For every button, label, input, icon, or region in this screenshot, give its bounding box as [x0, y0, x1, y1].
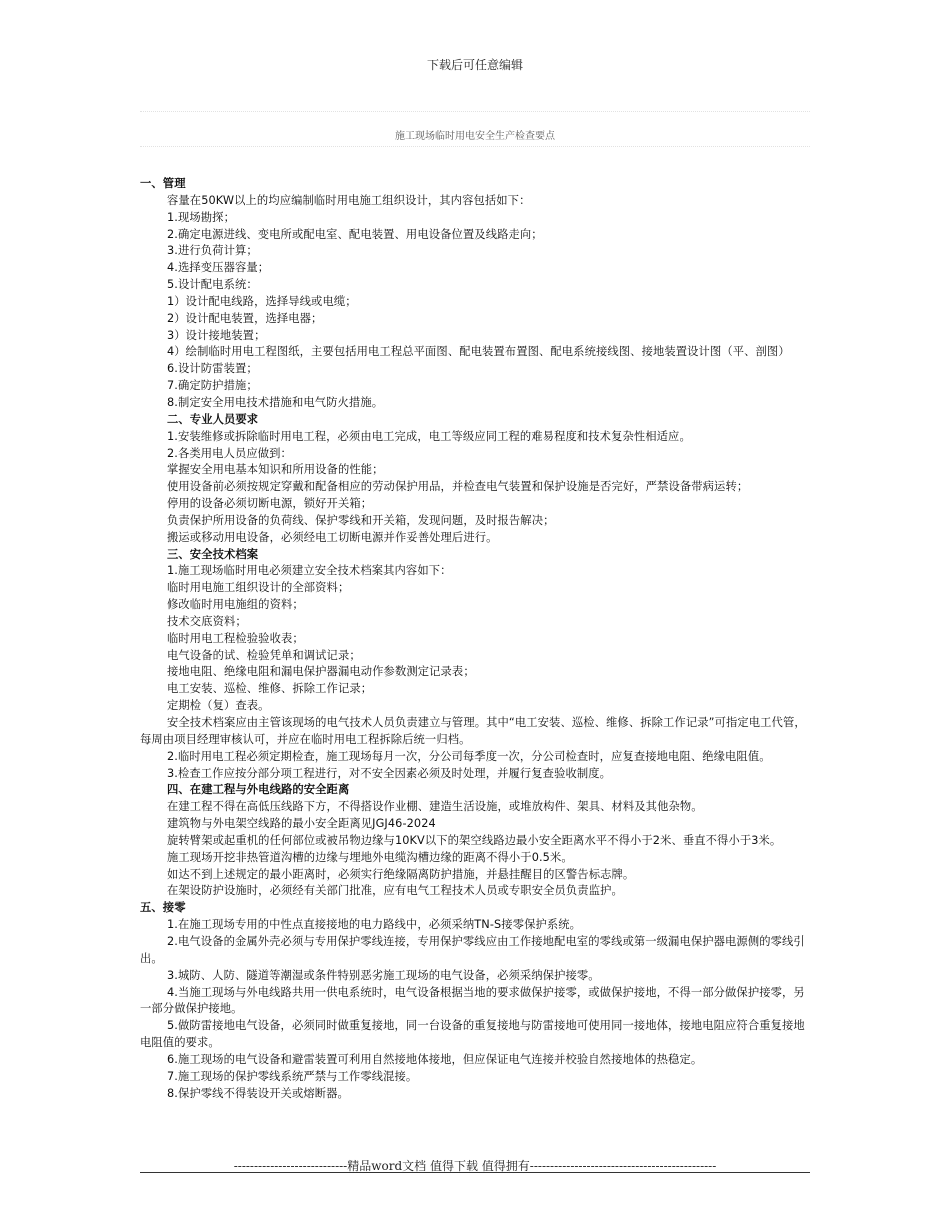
paragraph: 7.确定防护措施； [167, 379, 258, 393]
paragraph: 4.当施工现场与外电线路共用一供电系统时，电气设备根据当地的要求做保护接零，或做保护接地，不得一部分做保护接零，另一部分做保护接地。 [140, 985, 805, 1016]
paragraph: 2.确定电源进线、变电所或配电室、配电装置、用电设备位置及线路走向； [167, 227, 543, 241]
paragraph: 1）设计配电线路，选择导线或电缆； [167, 294, 357, 308]
paragraph: 技术交底资料； [167, 614, 247, 628]
paragraph: 在建工程不得在高低压线路下方，不得搭设作业棚、建造生活设施，或堆放构件、架具、材料及其他杂物。 [167, 800, 703, 814]
document-body [140, 176, 810, 1102]
paragraph: 2.各类用电人员应做到： [167, 446, 292, 460]
section-heading: 一、管理 [140, 177, 186, 190]
section-heading: 四、在建工程与外电线路的安全距离 [167, 783, 350, 797]
section-heading: 五、接零 [140, 901, 186, 915]
paragraph: 2.临时用电工程必须定期检查，施工现场每月一次，分公司每季度一次，分公司检查时，应复查接地电阻、绝缘电阻值。 [167, 749, 771, 763]
paragraph: 8.制定安全用电技术措施和电气防火措施。 [167, 395, 384, 409]
paragraph: 临时用电工程检验验收表； [167, 631, 304, 645]
paragraph: 修改临时用电施组的资料； [167, 598, 304, 612]
paragraph: 6.施工现场的电气设备和避雷装置可利用自然接地体接地，但应保证电气连接并校验自然接地体的热稳定。 [167, 1052, 703, 1066]
paragraph: 电气设备的试、检验凭单和调试记录； [167, 648, 361, 662]
paragraph: 搬运或移动用电设备，必须经电工切断电源并作妥善处理后进行。 [167, 530, 498, 544]
paragraph: 1.现场勘探； [167, 210, 235, 224]
paragraph: 定期检（复）查表。 [167, 699, 270, 713]
paragraph: 临时用电施工组织设计的全部资料； [167, 581, 350, 595]
download-note: 下载后可任意编辑 [426, 58, 523, 72]
paragraph: 1.在施工现场专用的中性点直接接地的电力路线中，必须采纳TN-S接零保护系统。 [167, 918, 582, 932]
paragraph: 6.设计防雷装置； [167, 362, 258, 376]
paragraph: 旋转臂架或起重机的任何部位或被吊物边缘与10KV以下的架空线路边最小安全距离水平不得小于2米、垂直不得小于3米。 [167, 833, 782, 847]
paragraph: 2）设计配电装置，选择电器； [167, 311, 323, 325]
header-top-rule [140, 111, 810, 112]
footer-banner: ----------------------------精品word文档 值得下载 值得拥有---------------------------------------------- [233, 1159, 717, 1173]
document-title: 施工现场临时用电安全生产检查要点 [395, 131, 555, 142]
paragraph: 接地电阻、绝缘电阻和漏电保护器漏电动作参数测定记录表； [167, 665, 475, 679]
paragraph: 掌握安全用电基本知识和所用设备的性能； [167, 463, 384, 477]
section-heading: 三、安全技术档案 [167, 547, 259, 561]
paragraph: 使用设备前必须按规定穿戴和配备相应的劳动保护用品，并检查电气装置和保护设施是否完好，严禁设备带病运转； [167, 480, 749, 494]
paragraph: 1.施工现场临时用电必须建立安全技术档案其内容如下： [167, 564, 452, 578]
paragraph: 建筑物与外电架空线路的最小安全距离见JGJ46-2024 [167, 817, 436, 831]
footer-rule [140, 1172, 810, 1173]
paragraph: 7.施工现场的保护零线系统严禁与工作零线混接。 [167, 1069, 418, 1083]
paragraph: 3.检查工作应按分部分项工程进行，对不安全因素必须及时处理，并履行复查验收制度。 [167, 766, 612, 780]
paragraph: 8.保护零线不得装设开关或熔断器。 [167, 1086, 349, 1100]
paragraph: 3.进行负荷计算； [167, 244, 258, 258]
paragraph: 5.做防雷接地电气设备，必须同时做重复接地，同一台设备的重复接地与防雷接地可使用同一接地体，接地电阻应符合重复接地电阻值的要求。 [140, 1019, 805, 1050]
paragraph: 5.设计配电系统： [167, 278, 258, 292]
paragraph: 3）设计接地装置； [167, 328, 266, 342]
paragraph: 3.城防、人防、隧道等潮湿或条件特别恶劣施工现场的电气设备，必须采纳保护接零。 [167, 968, 600, 982]
paragraph: 在架设防护设施时，必须经有关部门批准，应有电气工程技术人员或专职安全员负责监护。 [167, 884, 623, 898]
section-heading: 二、专业人员要求 [167, 412, 259, 426]
paragraph: 如达不到上述规定的最小距离时，必须实行绝缘隔离防护措施，并悬挂醒目的区警告标志牌。 [167, 867, 635, 881]
header-bottom-rule [140, 146, 810, 147]
paragraph: 4）绘制临时用电工程图纸，主要包括用电工程总平面图、配电装置布置图、配电系统接线图、接地装置设计图（平、剖图） [167, 345, 790, 359]
paragraph: 2.电气设备的金属外壳必须与专用保护零线连接，专用保护零线应由工作接地配电室的零线或第一级漏电保护器电源侧的零线引出。 [140, 934, 805, 965]
paragraph: 1.安装维修或拆除临时用电工程，必须由电工完成，电工等级应同工程的难易程度和技术复杂性相适应。 [167, 429, 691, 443]
paragraph: 负责保护所用设备的负荷线、保护零线和开关箱，发现问题，及时报告解决； [167, 513, 555, 527]
paragraph: 容量在50KW以上的均应编制临时用电施工组织设计，其内容包括如下： [167, 193, 531, 207]
paragraph: 安全技术档案应由主管该现场的电气技术人员负责建立与管理。其中“电工安装、巡检、维修、拆除工作记录”可指定电工代管，每周由项目经理审核认可，并应在临时用电工程拆除后统一归档。 [140, 716, 806, 746]
paragraph: 停用的设备必须切断电源，锁好开关箱； [167, 497, 373, 511]
paragraph: 4.选择变压器容量； [167, 261, 270, 275]
paragraph: 电工安装、巡检、维修、拆除工作记录； [167, 682, 373, 696]
paragraph: 施工现场开挖非热管道沟槽的边缘与埋地外电缆沟槽边缘的距离不得小于0.5米。 [167, 850, 573, 864]
